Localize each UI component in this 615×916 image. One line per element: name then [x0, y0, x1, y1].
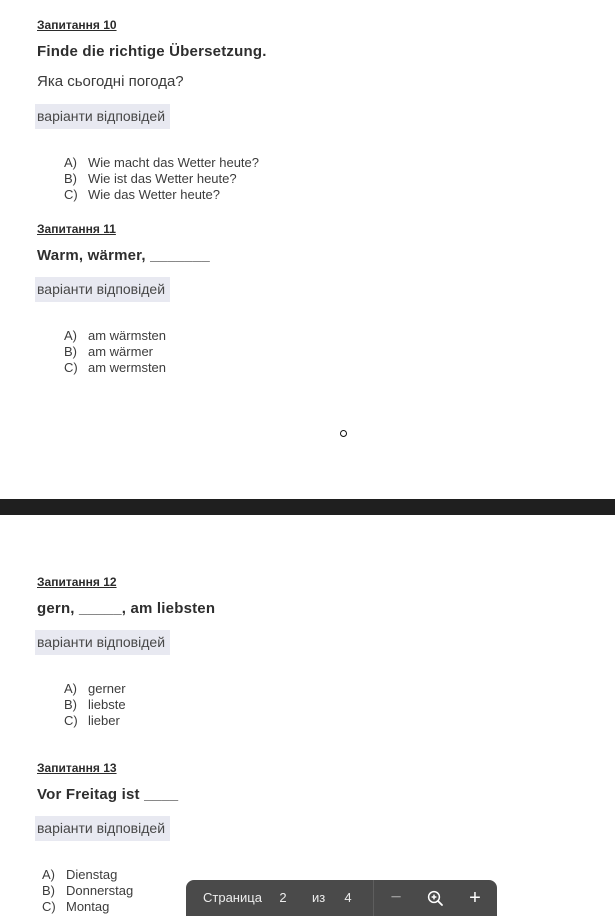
- option-a[interactable]: [64, 681, 215, 697]
- option-c[interactable]: [64, 187, 267, 203]
- variants-label: варіанти відповідей: [35, 630, 170, 655]
- question-title: gern, _____, am liebsten: [37, 600, 216, 617]
- option-letter: C): [64, 187, 78, 202]
- options-list: [64, 328, 210, 376]
- question-block-13: [37, 759, 178, 915]
- option-text: Montag: [66, 899, 110, 914]
- question-subtitle: Яка сьогодні погода?: [37, 73, 184, 90]
- option-c[interactable]: [64, 713, 215, 729]
- option-text: gerner: [88, 681, 126, 696]
- option-c[interactable]: [64, 360, 210, 376]
- variants-label: варіанти відповідей: [35, 816, 170, 841]
- option-letter: B): [64, 171, 77, 186]
- variants-label: варіанти відповідей: [35, 277, 170, 302]
- option-text: Donnerstag: [66, 883, 134, 898]
- option-letter: B): [42, 883, 55, 898]
- option-text: Wie macht das Wetter heute?: [88, 155, 260, 170]
- option-b[interactable]: [64, 344, 210, 360]
- page-toolbar: [186, 880, 497, 916]
- option-a[interactable]: [64, 328, 210, 344]
- question-block-10: [37, 16, 267, 203]
- page-of-label: из: [312, 890, 326, 905]
- question-label: Запитання 12: [37, 575, 117, 589]
- question-label: Запитання 10: [37, 18, 117, 32]
- option-text: Wie ist das Wetter heute?: [88, 171, 237, 186]
- zoom-in-button[interactable]: +: [461, 880, 489, 916]
- options-list: [42, 867, 178, 915]
- option-letter: C): [64, 360, 78, 375]
- total-pages-number: 4: [344, 890, 352, 905]
- page-break-divider: [0, 499, 615, 515]
- question-label: Запитання 13: [37, 761, 117, 775]
- current-page-number[interactable]: 2: [279, 890, 287, 905]
- option-letter: C): [64, 713, 78, 728]
- option-text: am wermsten: [88, 360, 167, 375]
- option-a[interactable]: [42, 867, 178, 883]
- option-text: am wärmer: [88, 344, 154, 359]
- option-letter: B): [64, 697, 77, 712]
- option-a[interactable]: [64, 155, 267, 171]
- options-list: [64, 155, 267, 203]
- option-letter: A): [64, 328, 77, 343]
- option-text: Wie das Wetter heute?: [88, 187, 220, 202]
- option-letter: B): [64, 344, 77, 359]
- question-block-11: [37, 220, 210, 376]
- page-anchor-dot: [340, 430, 347, 437]
- option-b[interactable]: [64, 171, 267, 187]
- option-letter: A): [42, 867, 55, 882]
- page-label: Страница: [203, 890, 262, 905]
- option-letter: A): [64, 155, 77, 170]
- option-text: Dienstag: [66, 867, 118, 882]
- question-label: Запитання 11: [37, 222, 116, 236]
- variants-label: варіанти відповідей: [35, 104, 170, 129]
- toolbar-divider: [373, 880, 374, 916]
- option-b[interactable]: [64, 697, 215, 713]
- zoom-in-magnifier-icon[interactable]: [421, 880, 449, 916]
- option-text: lieber: [88, 713, 120, 728]
- question-title: Finde die richtige Übersetzung.: [37, 43, 267, 60]
- option-text: liebste: [88, 697, 126, 712]
- option-b[interactable]: [42, 883, 178, 899]
- option-c[interactable]: [42, 899, 178, 915]
- question-title: Vor Freitag ist ____: [37, 786, 179, 803]
- option-letter: A): [64, 681, 77, 696]
- question-title: Warm, wärmer, _______: [37, 247, 210, 264]
- option-letter: C): [42, 899, 56, 914]
- question-block-12: [37, 573, 215, 729]
- options-list: [64, 681, 215, 729]
- zoom-out-button[interactable]: −: [382, 880, 410, 916]
- option-text: am wärmsten: [88, 328, 167, 343]
